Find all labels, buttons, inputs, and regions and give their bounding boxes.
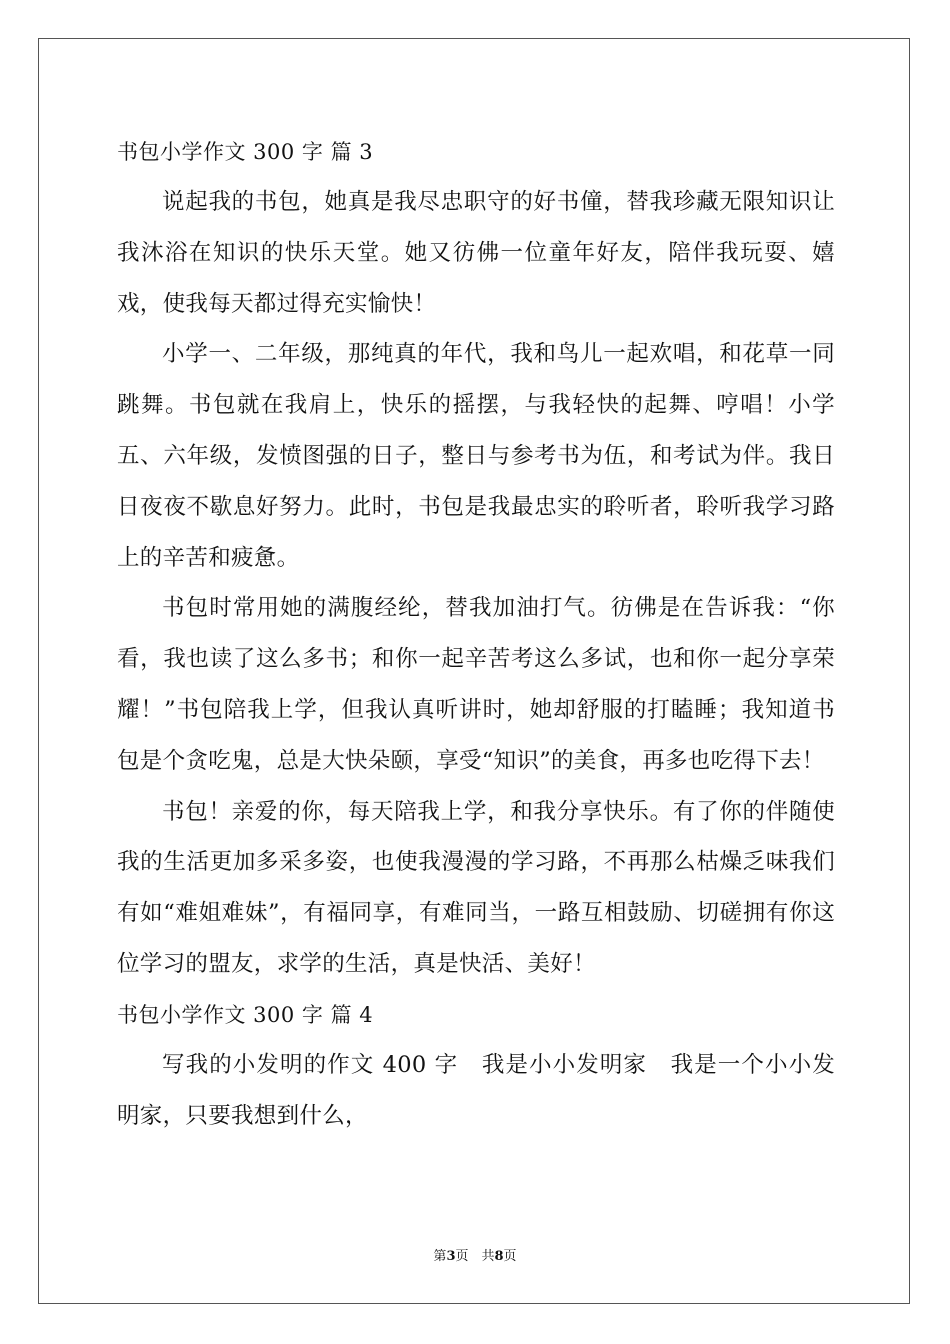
page-footer	[0, 1245, 950, 1264]
paragraph: 写我的小发明的作文 400 字 我是小小发明家 我是一个小小发明家，只要我想到什么，	[117, 1051, 835, 1129]
paragraph: 书包时常用她的满腹经纶，替我加油打气。彷佛是在告诉我：“你看，我也读了这么多书；和你一起辛苦考这么多试，也和你一起分享荣耀！”书包陪我上学，但我认真听讲时，她却舒服的打瞌睡；我知道书包是个贪吃鬼，总是大快朵颐，享受“知识”的美食，再多也吃得下去！	[117, 595, 835, 774]
section-heading: 书包小学作文 300 字 篇 3	[117, 140, 374, 164]
current-page-number: 3	[446, 1249, 456, 1264]
document-body	[117, 127, 835, 1141]
footer-middle: 页 共	[455, 1249, 495, 1264]
total-page-count: 8	[494, 1249, 504, 1264]
footer-prefix: 第	[433, 1249, 447, 1264]
section-heading: 书包小学作文 300 字 篇 4	[117, 1002, 374, 1027]
paragraph: 说起我的书包，她真是我尽忠职守的好书僮，替我珍藏无限知识让我沐浴在知识的快乐天堂。她又彷佛一位童年好友，陪伴我玩耍、嬉戏，使我每天都过得充实愉快！	[117, 189, 835, 317]
paragraph: 小学一、二年级，那纯真的年代，我和鸟儿一起欢唱，和花草一同跳舞。书包就在我肩上，快乐的摇摆，与我轻快的起舞、哼唱！小学五、六年级，发愤图强的日子，整日与参考书为伍，和考试为伴。我日日夜夜不歇息好努力。此时，书包是我最忠实的聆听者，聆听我学习路上的辛苦和疲惫。	[117, 341, 835, 571]
paragraph: 书包！亲爱的你，每天陪我上学，和我分享快乐。有了你的伴随使我的生活更加多采多姿，也使我漫漫的学习路，不再那么枯燥乏味我们有如“难姐难妹”，有福同享，有难同当，一路互相鼓励、切磋拥有你这位学习的盟友，求学的生活，真是快活、美好！	[117, 798, 835, 977]
footer-suffix: 页	[503, 1249, 517, 1264]
